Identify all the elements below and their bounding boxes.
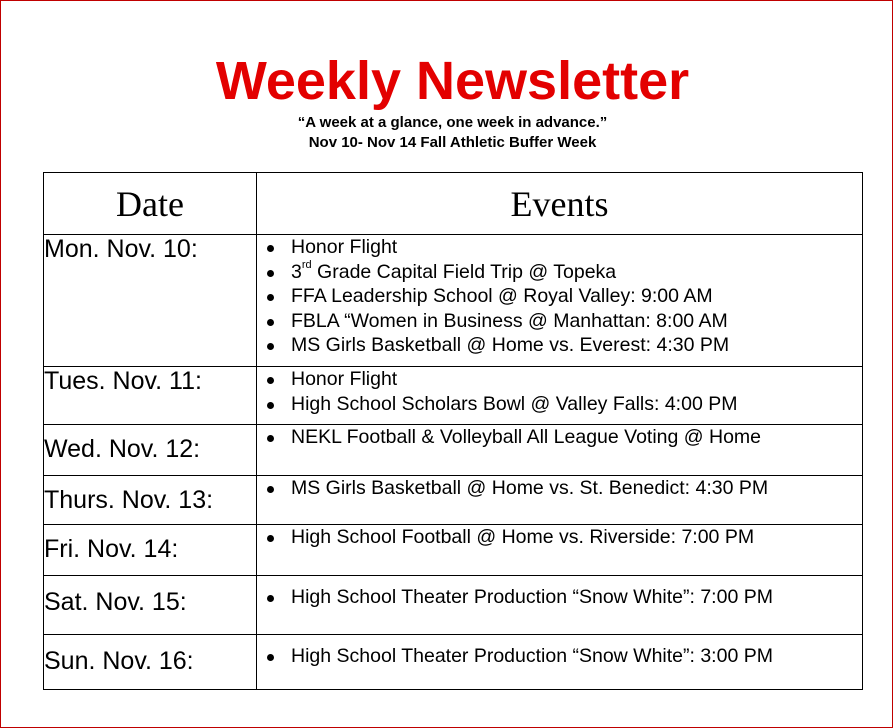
ordinal-suffix: rd xyxy=(301,259,312,271)
date-column-header: Date xyxy=(44,173,257,235)
event-item: High School Scholars Bowl @ Valley Falls: 4:00 PM xyxy=(257,392,862,417)
event-item: NEKL Football & Volleyball All League Voting @ Home xyxy=(257,425,862,450)
event-item: High School Theater Production “Snow White”: 3:00 PM xyxy=(257,644,862,669)
day-date: Thurs. Nov. 13: xyxy=(44,476,257,525)
event-item: MS Girls Basketball @ Home vs. Everest: 4:30 PM xyxy=(257,333,862,358)
event-item: High School Football @ Home vs. Riverside: 7:00 PM xyxy=(257,525,862,550)
events-column-header: Events xyxy=(257,173,863,235)
table-row xyxy=(44,367,863,425)
event-text-part: 3rd Grade Capital Field Trip @ Topeka xyxy=(291,259,617,283)
day-events xyxy=(257,635,863,690)
event-item: FBLA “Women in Business @ Manhattan: 8:00 AM xyxy=(257,309,862,334)
table-row xyxy=(44,525,863,576)
newsletter-title: Weekly Newsletter xyxy=(215,51,690,111)
event-item: FFA Leadership School @ Royal Valley: 9:00 AM xyxy=(257,284,862,309)
day-date: Sun. Nov. 16: xyxy=(44,635,257,690)
day-date: Wed. Nov. 12: xyxy=(44,425,257,476)
event-item: High School Theater Production “Snow White”: 7:00 PM xyxy=(257,585,862,610)
day-events xyxy=(257,425,863,476)
event-item xyxy=(257,260,862,285)
table-row xyxy=(44,235,863,367)
event-item: MS Girls Basketball @ Home vs. St. Benedict: 4:30 PM xyxy=(257,476,862,501)
table-header-row xyxy=(44,173,863,235)
event-item: Honor Flight xyxy=(257,235,862,260)
day-date: Mon. Nov. 10: xyxy=(44,235,257,367)
schedule-table xyxy=(43,172,863,690)
day-date: Sat. Nov. 15: xyxy=(44,576,257,635)
day-events xyxy=(257,525,863,576)
table-row xyxy=(44,576,863,635)
day-date: Fri. Nov. 14: xyxy=(44,525,257,576)
event-item: Honor Flight xyxy=(257,367,862,392)
day-events xyxy=(257,476,863,525)
day-events xyxy=(257,367,863,425)
day-events xyxy=(257,576,863,635)
newsletter-week-label: Nov 10- Nov 14 Fall Athletic Buffer Week xyxy=(308,134,597,151)
day-events xyxy=(257,235,863,367)
newsletter-tagline: “A week at a glance, one week in advance.” xyxy=(297,114,608,131)
table-row xyxy=(44,635,863,690)
table-row xyxy=(44,425,863,476)
day-date: Tues. Nov. 11: xyxy=(44,367,257,425)
table-row xyxy=(44,476,863,525)
